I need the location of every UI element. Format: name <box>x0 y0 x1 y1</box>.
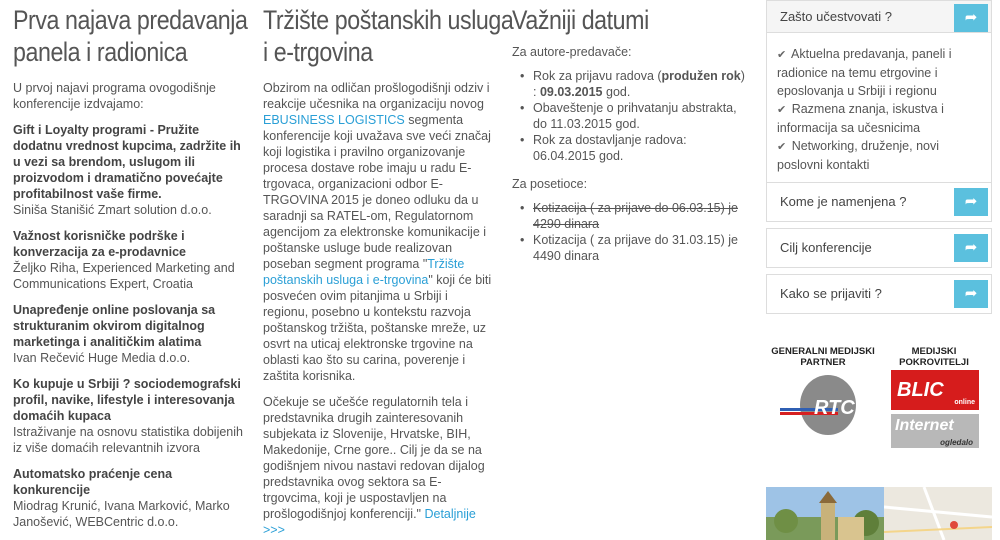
map-tile <box>884 487 992 540</box>
venue-photo <box>766 487 884 540</box>
program-announcement-title <box>13 4 248 68</box>
authors-label: Za autore-predavače: <box>512 45 632 59</box>
info-accordion <box>766 0 992 314</box>
share-button[interactable] <box>954 188 988 216</box>
accordion-header-why[interactable] <box>766 0 992 33</box>
program-announcement-column <box>13 4 248 530</box>
map-pin-icon <box>950 521 958 529</box>
list-item: ✔ Networking, druženje, novi poslovni kontakti <box>777 139 939 172</box>
list-item: ✔ Razmena znanja, iskustva i informacija sa učesnicima <box>777 102 944 135</box>
postal-market-link[interactable]: Tržište poštanskih usluga i e-trgovina <box>263 257 465 287</box>
blic-logo[interactable]: BLIC online <box>891 370 979 410</box>
ebusiness-logistics-link[interactable]: EBUSINESS LOGISTICS <box>263 113 405 127</box>
location-map[interactable] <box>766 487 992 540</box>
share-button[interactable] <box>954 280 988 308</box>
talk-title: Ko kupuje u Srbiji ? sociodemografski profil, navike, lifestyle i interesovanja domaćih kupaca <box>13 377 241 423</box>
list-item: ✔ Aktuelna predavanja, paneli i radionice na temu etrgovine i eposlovanja u Srbiji i regionu <box>777 47 952 98</box>
talk-item <box>13 466 245 530</box>
accordion-title: Kome je namenjena ? <box>780 194 907 209</box>
authors-dates-list <box>512 68 747 164</box>
details-link[interactable]: Detaljnije >>> <box>263 507 476 537</box>
visitors-dates-list <box>512 200 747 264</box>
postal-paragraph-1: Obzirom na odličan prošlogodišnji odziv i reakcije učesnika na organizaciju novog EBUSINESS LOGISTICS segmenta konferencije koji uvažava sve veći značaj koji logistika i pravilno organizovanje procesa dostave robe imaju u radu E-trgovaca, organizacioni odbor E-TRGOVINA 2015 je doneo odluku da u saradnji sa RATEL-om, Regulatornom agencijom za elektronske komunikacije i poštanske usluge bude realizovan poseban segment programa "Tržište poštanskih usluga i e-trgovina" koji će biti posvećen ovim pitanjima u Srbiji i regionu, posebno u kontekstu razvoja poštanskog tržišta, poštanske mreže, uz osvrt na uticaj elektronske trgovine na oblasti kao što su carina, poverenje i zaštita korisnika. <box>263 81 492 383</box>
share-button[interactable] <box>954 4 988 32</box>
accordion-title: Zašto učestvovati ? <box>780 9 892 24</box>
sponsors-label: MEDIJSKI POKROVITELJI <box>899 346 969 368</box>
share-icon: ➦ <box>964 285 978 302</box>
rtc-logo[interactable] <box>780 372 860 442</box>
important-dates-column <box>512 4 747 264</box>
talk-title: Važnost korisničke podrške i konverzacija za e-prodavnice <box>13 229 186 259</box>
important-dates-title: Važniji datumi <box>512 5 649 35</box>
talk-item <box>13 122 245 218</box>
talk-list <box>13 122 245 530</box>
rtc-logo-text: RTC <box>814 397 855 419</box>
talk-author: Miodrag Krunić, Ivana Marković, Marko Janošević, WEBCentric d.o.o. <box>13 499 230 529</box>
list-item: • Kotizacija ( za prijave do 06.03.15) je 4290 dinara <box>512 200 747 232</box>
check-icon: ✔ <box>777 141 787 153</box>
title-line-1: Tržište poštanskih usluga <box>263 5 514 35</box>
internet-ogledalo-logo[interactable]: Internet ogledalo <box>891 414 979 448</box>
visitors-label: Za posetioce: <box>512 177 588 191</box>
talk-item <box>13 376 245 456</box>
talk-title: Gift i Loyalty programi - Pružite dodatnu vrednost kupcima, zadržite ih u vezi sa brendom, uslugom ili proizvodom i dramatično povećajte profitabilnost vaše firme. <box>13 123 241 201</box>
title-line-1: Prva najava predavanja <box>13 5 248 35</box>
talk-author: Ivan Rečević Huge Media d.o.o. <box>13 351 191 365</box>
share-icon: ➦ <box>964 239 978 256</box>
talk-author: Željko Riha, Experienced Marketing and Communications Expert, Croatia <box>13 261 235 291</box>
accordion-title: Cilj konferencije <box>780 240 872 255</box>
accordion-title: Kako se prijaviti ? <box>780 286 882 301</box>
share-icon: ➦ <box>964 9 978 26</box>
list-item: • Obaveštenje o prihvatanju abstrakta, do 11.03.2015 god. <box>512 100 747 132</box>
accordion-header-register[interactable] <box>766 274 992 314</box>
talk-title: Automatsko praćenje cena konkurencije <box>13 467 173 497</box>
list-item: • Rok za prijavu radova (produžen rok) : 09.03.2015 god. <box>512 68 747 100</box>
accordion-body-why <box>766 33 992 182</box>
general-partner-label: GENERALNI MEDIJSKI PARTNER <box>771 346 875 368</box>
check-icon: ✔ <box>777 104 787 116</box>
talk-author: Siniša Stanišić Zmart solution d.o.o. <box>13 203 212 217</box>
accordion-header-audience[interactable] <box>766 182 992 222</box>
talk-title: Unapređenje online poslovanja sa strukturanim okvirom digitalnog marketinga i analitičkim alatima <box>13 303 216 349</box>
share-icon: ➦ <box>964 193 978 210</box>
postal-services-column <box>263 4 514 538</box>
postal-paragraph-2: Očekuje se učešće regulatornih tela i predstavnika drugih zainteresovanih subjekata iz Slovenije, Hrvatske, BIH, Makedonije, Crne gore.. Cilj je da se na godišnjem nivou nastavi redovan dijalog predstavnika ovog sektora sa E-trgovcima, koji je uspostavljen na prošlogodišnjoj konferenciji." Detaljnije >>> <box>263 395 485 537</box>
accordion-header-goal[interactable] <box>766 228 992 268</box>
title-line-2: i e-trgovina <box>263 37 373 67</box>
postal-services-title <box>263 4 514 68</box>
title-line-2: panela i radionica <box>13 37 188 67</box>
program-intro: U prvoj najavi programa ovogodišnje konferencije izdvajamo: <box>13 81 216 111</box>
media-partners <box>766 344 992 464</box>
list-item: • Rok za dostavljanje radova: 06.04.2015 god. <box>512 132 747 164</box>
share-button[interactable] <box>954 234 988 262</box>
talk-author: Istraživanje na osnovu statistika dobijenih iz više domaćih relevantnih izvora <box>13 425 243 455</box>
talk-item <box>13 228 245 292</box>
talk-item <box>13 302 245 366</box>
check-icon: ✔ <box>777 49 787 61</box>
list-item: • Kotizacija ( za prijave do 31.03.15) je 4490 dinara <box>512 232 747 264</box>
